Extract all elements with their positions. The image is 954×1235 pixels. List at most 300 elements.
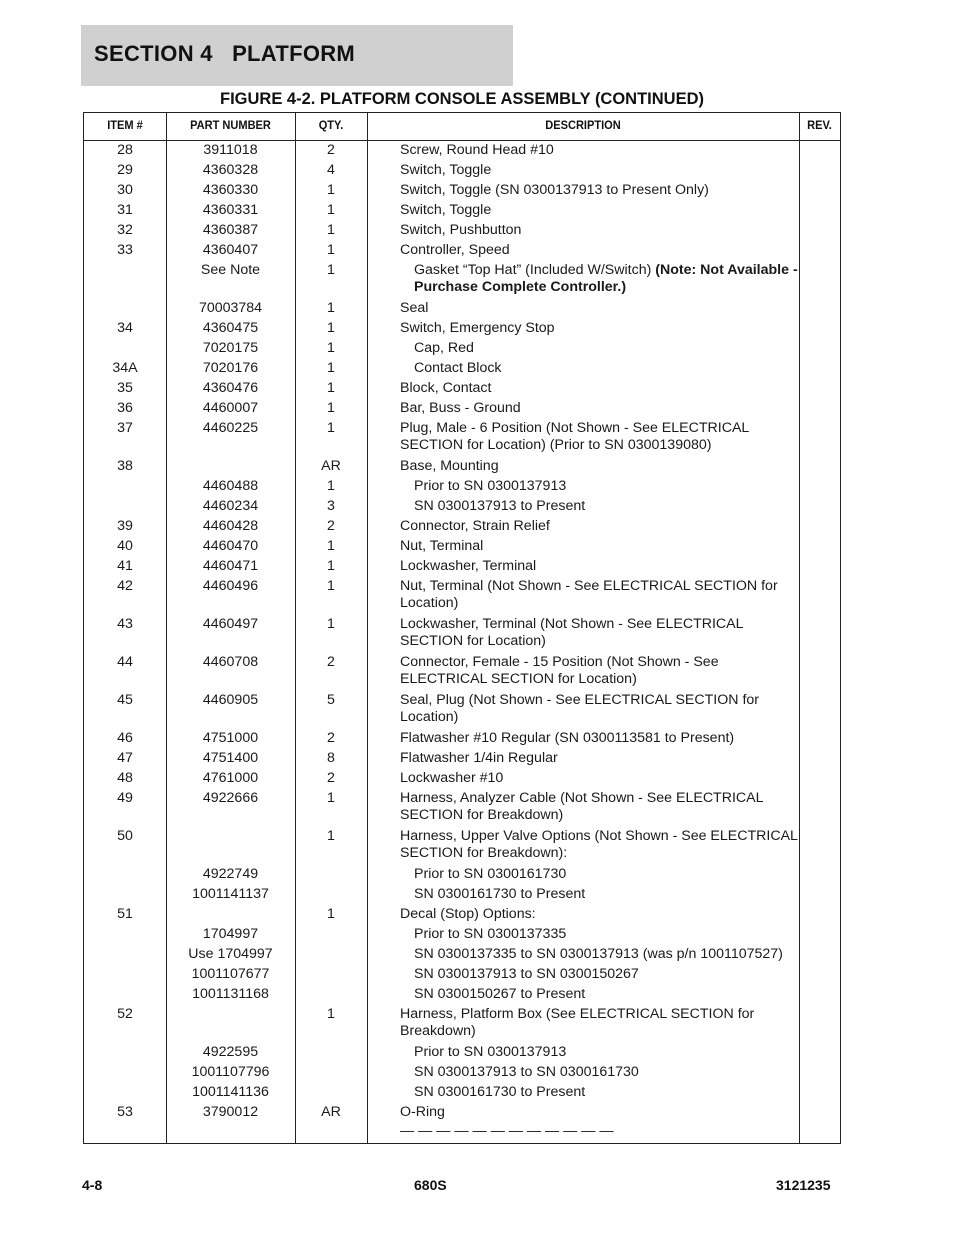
qty-cell: [295, 1084, 367, 1101]
description-cell: [367, 420, 799, 454]
qty-cell-text: 1: [327, 202, 335, 218]
item-cell: [84, 380, 166, 397]
description-cell: [367, 380, 799, 397]
qty-cell-text: 1: [327, 262, 335, 278]
description-cell: [367, 886, 799, 903]
item-cell: [84, 242, 166, 259]
description-cell-text: Flatwasher #10 Regular (SN 0300113581 to Present): [400, 730, 735, 746]
qty-cell: [295, 222, 367, 239]
part-number-cell-text: 4460496: [202, 578, 259, 594]
table-row: [84, 340, 840, 357]
item-cell-text: 40: [117, 538, 133, 554]
model-name: 680S: [414, 1177, 447, 1193]
description-cell: [367, 222, 799, 239]
qty-cell: [295, 906, 367, 923]
description-cell: [367, 1064, 799, 1081]
rev-cell: [799, 946, 840, 963]
table-row: [84, 360, 840, 377]
part-number-cell: [166, 1123, 295, 1140]
part-number-cell: [166, 1084, 295, 1101]
header-qty: QTY.: [318, 118, 344, 132]
rev-cell: [799, 538, 840, 555]
description-cell: [367, 986, 799, 1003]
rev-cell: [799, 1123, 840, 1140]
part-number-cell-text: 4751000: [202, 730, 259, 746]
item-cell-text: 37: [117, 420, 133, 436]
item-cell: [84, 986, 166, 1003]
parts-table: [83, 112, 841, 1144]
description-note: (Note: Not Available - Purchase Complete Controller.): [414, 262, 798, 295]
qty-cell: [295, 320, 367, 337]
item-cell-text: 45: [117, 692, 133, 708]
rev-cell: [799, 518, 840, 535]
rev-cell: [799, 886, 840, 903]
item-cell-text: 39: [117, 518, 133, 534]
part-number-cell-text: 4360330: [202, 182, 259, 198]
description-cell-text: Flatwasher 1/4in Regular: [400, 750, 558, 766]
item-cell: [84, 1123, 166, 1140]
description-cell: [367, 578, 799, 612]
description-cell-text: SN 0300137913 to SN 0300150267: [414, 966, 639, 982]
item-cell: [84, 498, 166, 515]
rev-cell: [799, 400, 840, 417]
description-cell-text: SN 0300137913 to Present: [414, 498, 586, 514]
item-cell: [84, 578, 166, 612]
table-row: [84, 458, 840, 475]
description-cell: [367, 750, 799, 767]
qty-cell: [295, 202, 367, 219]
description-cell-text: Harness, Platform Box (See ELECTRICAL SECTION for Breakdown): [400, 1006, 755, 1039]
rev-cell: [799, 558, 840, 575]
part-number-cell: [166, 182, 295, 199]
part-number-cell-text: 1001141136: [192, 1084, 269, 1100]
part-number-cell-text: 7020175: [202, 340, 259, 356]
table-row: [84, 142, 840, 159]
part-number-cell-text: 4360476: [202, 380, 259, 396]
qty-cell-text: AR: [321, 1104, 341, 1120]
qty-cell: [295, 498, 367, 515]
description-cell-text: Seal, Plug (Not Shown - See ELECTRICAL SECTION for Location): [400, 692, 760, 725]
header-item: ITEM #: [107, 118, 143, 132]
qty-cell: [295, 458, 367, 475]
description-cell: [367, 1006, 799, 1040]
table-row: [84, 380, 840, 397]
part-number-cell-text: 4360331: [202, 202, 259, 218]
qty-cell-text: 5: [327, 692, 335, 708]
table-row: [84, 578, 840, 612]
qty-cell-text: 1: [327, 340, 335, 356]
qty-cell: [295, 1044, 367, 1061]
qty-cell-text: 1: [327, 828, 335, 844]
description-cell: [367, 262, 799, 296]
qty-cell-text: 1: [327, 320, 335, 336]
part-number-cell: [166, 692, 295, 726]
rev-cell: [799, 242, 840, 259]
description-cell: [367, 790, 799, 824]
description-cell-text: Connector, Female - 15 Position (Not Shown - See ELECTRICAL SECTION for Location): [400, 654, 719, 687]
description-cell-text: Contact Block: [414, 360, 502, 376]
description-cell: [367, 518, 799, 535]
description-cell: [367, 770, 799, 787]
item-cell-text: 28: [117, 142, 133, 158]
item-cell: [84, 142, 166, 159]
item-cell: [84, 262, 166, 296]
part-number-cell: [166, 1104, 295, 1121]
table-row: [84, 750, 840, 767]
description-cell: [367, 202, 799, 219]
table-row: [84, 262, 840, 296]
item-cell: [84, 790, 166, 824]
qty-cell-text: 1: [327, 360, 335, 376]
qty-cell: [295, 886, 367, 903]
part-number-cell-text: 7020176: [202, 360, 259, 376]
rev-cell: [799, 966, 840, 983]
part-number-cell: [166, 202, 295, 219]
item-cell: [84, 692, 166, 726]
qty-cell: [295, 558, 367, 575]
qty-cell: [295, 162, 367, 179]
part-number-cell-text: 3790012: [202, 1104, 259, 1120]
item-cell-text: 32: [117, 222, 133, 238]
description-cell-text: Prior to SN 0300137913: [414, 1044, 567, 1060]
qty-cell-text: 2: [327, 770, 335, 786]
part-number-cell: [166, 242, 295, 259]
qty-cell: [295, 400, 367, 417]
rev-cell: [799, 262, 840, 296]
qty-cell-text: 8: [327, 750, 335, 766]
description-cell-text: — — — — — — — — — — — —: [400, 1123, 614, 1139]
table-row: [84, 300, 840, 317]
qty-cell-text: 2: [327, 518, 335, 534]
description-cell-text: Prior to SN 0300137335: [414, 926, 567, 942]
item-cell-text: 34A: [112, 360, 138, 376]
description-cell-text: Switch, Toggle (SN 0300137913 to Present Only): [400, 182, 709, 198]
description-cell: [367, 478, 799, 495]
qty-cell-text: 1: [327, 578, 335, 594]
item-cell-text: 52: [117, 1006, 133, 1022]
item-cell-text: 43: [117, 616, 133, 632]
description-cell: [367, 966, 799, 983]
item-cell: [84, 518, 166, 535]
qty-cell: [295, 242, 367, 259]
description-cell: [367, 692, 799, 726]
rev-cell: [799, 340, 840, 357]
qty-cell-text: 1: [327, 790, 335, 806]
qty-cell: [295, 966, 367, 983]
description-cell-text: SN 0300137335 to SN 0300137913 (was p/n 1001107527): [414, 946, 783, 962]
description-cell: [367, 142, 799, 159]
part-number-cell: [166, 946, 295, 963]
qty-cell-text: 2: [327, 142, 335, 158]
part-number-cell-text: 4460428: [202, 518, 259, 534]
description-cell-text: Block, Contact: [400, 380, 492, 396]
item-cell: [84, 966, 166, 983]
part-number-cell: [166, 578, 295, 612]
qty-cell: [295, 654, 367, 688]
rev-cell: [799, 360, 840, 377]
qty-cell: [295, 300, 367, 317]
part-number-cell: [166, 360, 295, 377]
part-number-cell: [166, 162, 295, 179]
part-number-cell-text: 1001107796: [191, 1064, 270, 1080]
qty-cell: [295, 1123, 367, 1140]
table-row: [84, 1044, 840, 1061]
qty-cell: [295, 790, 367, 824]
table-row: [84, 906, 840, 923]
part-number-cell: [166, 886, 295, 903]
rev-cell: [799, 986, 840, 1003]
table-row: [84, 946, 840, 963]
qty-cell: [295, 262, 367, 296]
item-cell-text: 49: [117, 790, 133, 806]
qty-cell-text: 1: [327, 478, 335, 494]
part-number-cell-text: See Note: [200, 262, 261, 278]
qty-cell: [295, 1064, 367, 1081]
qty-cell: [295, 616, 367, 650]
rev-cell: [799, 498, 840, 515]
description-cell-text: SN 0300150267 to Present: [414, 986, 586, 1002]
qty-cell-text: 1: [327, 380, 335, 396]
description-cell-text: Nut, Terminal: [400, 538, 484, 554]
description-cell-text: Harness, Analyzer Cable (Not Shown - See ELECTRICAL SECTION for Breakdown): [400, 790, 763, 823]
item-cell: [84, 906, 166, 923]
description-cell-text: Base, Mounting: [400, 458, 499, 474]
qty-cell-text: 1: [327, 558, 335, 574]
item-cell: [84, 478, 166, 495]
qty-cell-text: 1: [327, 1006, 335, 1022]
description-cell-text: Plug, Male - 6 Position (Not Shown - See ELECTRICAL SECTION for Location) (Prior to SN 0300139080): [400, 420, 749, 453]
rev-cell: [799, 790, 840, 824]
item-cell-text: 50: [117, 828, 133, 844]
part-number-cell: [166, 906, 295, 923]
qty-cell-text: 2: [327, 730, 335, 746]
part-number-cell: [166, 790, 295, 824]
part-number-cell: [166, 300, 295, 317]
qty-cell-text: 1: [327, 300, 335, 316]
qty-cell: [295, 1104, 367, 1121]
item-cell: [84, 1044, 166, 1061]
table-row: [84, 1123, 840, 1140]
description-cell-text: Seal: [400, 300, 429, 316]
table-row: [84, 616, 840, 650]
part-number-cell: [166, 498, 295, 515]
rev-cell: [799, 654, 840, 688]
qty-cell: [295, 478, 367, 495]
part-number-cell: [166, 986, 295, 1003]
rev-cell: [799, 770, 840, 787]
table-row: [84, 886, 840, 903]
rev-cell: [799, 478, 840, 495]
part-number-cell: [166, 866, 295, 883]
part-number-cell-text: 4460470: [202, 538, 259, 554]
part-number-cell-text: 1704997: [202, 926, 259, 942]
part-number-cell: [166, 770, 295, 787]
description-cell: [367, 242, 799, 259]
part-number-cell: [166, 420, 295, 454]
table-row: [84, 1104, 840, 1121]
rev-cell: [799, 750, 840, 767]
part-number-cell-text: 4761000: [202, 770, 259, 786]
table-body: [84, 142, 840, 1140]
item-cell-text: 33: [117, 242, 133, 258]
item-cell: [84, 222, 166, 239]
description-cell-text: Connector, Strain Relief: [400, 518, 550, 534]
qty-cell: [295, 828, 367, 862]
description-cell: [367, 906, 799, 923]
part-number-cell-text: 4751400: [202, 750, 259, 766]
description-cell: [367, 182, 799, 199]
qty-cell: [295, 692, 367, 726]
rev-cell: [799, 1044, 840, 1061]
rev-cell: [799, 1104, 840, 1121]
rev-cell: [799, 1084, 840, 1101]
item-cell: [84, 420, 166, 454]
part-number-cell: [166, 518, 295, 535]
item-cell-text: 41: [117, 558, 133, 574]
part-number-cell: [166, 926, 295, 943]
item-cell: [84, 202, 166, 219]
qty-cell: [295, 986, 367, 1003]
description-cell: [367, 538, 799, 555]
description-cell-text: Switch, Pushbutton: [400, 222, 522, 238]
table-row: [84, 242, 840, 259]
description-cell: [367, 1084, 799, 1101]
qty-cell: [295, 866, 367, 883]
item-cell: [84, 750, 166, 767]
table-row: [84, 654, 840, 688]
description-cell-text: Switch, Toggle: [400, 202, 492, 218]
item-cell-text: 51: [117, 906, 133, 922]
qty-cell-text: 1: [327, 538, 335, 554]
table-row: [84, 986, 840, 1003]
description-cell: [367, 498, 799, 515]
qty-cell: [295, 946, 367, 963]
qty-cell-text: 1: [327, 420, 335, 436]
rev-cell: [799, 866, 840, 883]
qty-cell-text: 3: [327, 498, 335, 514]
description-cell-text: Switch, Toggle: [400, 162, 492, 178]
description-cell: [367, 558, 799, 575]
item-cell: [84, 1104, 166, 1121]
rev-cell: [799, 578, 840, 612]
description-cell: [367, 340, 799, 357]
table-row: [84, 966, 840, 983]
item-cell: [84, 1006, 166, 1040]
description-cell: [367, 458, 799, 475]
description-cell-text: SN 0300137913 to SN 0300161730: [414, 1064, 639, 1080]
item-cell-text: 29: [117, 162, 133, 178]
item-cell: [84, 730, 166, 747]
item-cell: [84, 616, 166, 650]
rev-cell: [799, 162, 840, 179]
table-row: [84, 692, 840, 726]
item-cell: [84, 538, 166, 555]
part-number-cell: [166, 654, 295, 688]
rev-cell: [799, 926, 840, 943]
description-cell-text: Nut, Terminal (Not Shown - See ELECTRICAL SECTION for Location): [400, 578, 778, 611]
part-number-cell: [166, 478, 295, 495]
rev-cell: [799, 420, 840, 454]
item-cell: [84, 340, 166, 357]
part-number-cell-text: 1001107677: [191, 966, 270, 982]
rev-cell: [799, 906, 840, 923]
item-cell: [84, 770, 166, 787]
description-cell: [367, 320, 799, 337]
part-number-cell-text: 4922749: [202, 866, 259, 882]
table-row: [84, 790, 840, 824]
table-header-row: [84, 113, 840, 141]
item-cell-text: 36: [117, 400, 133, 416]
item-cell: [84, 360, 166, 377]
qty-cell: [295, 750, 367, 767]
rev-cell: [799, 828, 840, 862]
part-number-cell: [166, 340, 295, 357]
item-cell-text: 48: [117, 770, 133, 786]
table-row: [84, 182, 840, 199]
part-number-cell: [166, 222, 295, 239]
qty-cell: [295, 340, 367, 357]
part-number-cell-text: 4460007: [202, 400, 259, 416]
description-cell: [367, 730, 799, 747]
item-cell: [84, 866, 166, 883]
header-part-number: PART NUMBER: [190, 118, 271, 132]
part-number-cell: [166, 320, 295, 337]
rev-cell: [799, 182, 840, 199]
qty-cell: [295, 142, 367, 159]
item-cell: [84, 654, 166, 688]
qty-cell: [295, 182, 367, 199]
table-row: [84, 828, 840, 862]
description-cell: [367, 946, 799, 963]
table-row: [84, 420, 840, 454]
part-number-cell: [166, 828, 295, 862]
table-row: [84, 222, 840, 239]
description-cell: [367, 1044, 799, 1061]
item-cell-text: 35: [117, 380, 133, 396]
qty-cell-text: AR: [321, 458, 341, 474]
qty-cell: [295, 518, 367, 535]
item-cell-text: 34: [117, 320, 133, 336]
part-number-cell-text: 4360387: [202, 222, 259, 238]
table-row: [84, 478, 840, 495]
part-number-cell-text: 70003784: [198, 300, 263, 316]
description-cell-text: Decal (Stop) Options:: [400, 906, 536, 922]
item-cell-text: 38: [117, 458, 133, 474]
description-cell-text: Prior to SN 0300137913: [414, 478, 567, 494]
table-row: [84, 730, 840, 747]
qty-cell: [295, 730, 367, 747]
table-row: [84, 538, 840, 555]
rev-cell: [799, 458, 840, 475]
description-cell-text: SN 0300161730 to Present: [414, 886, 586, 902]
section-header: [81, 25, 513, 86]
item-cell: [84, 1064, 166, 1081]
description-cell-text: O-Ring: [400, 1104, 445, 1120]
part-number-cell-text: 4460488: [202, 478, 259, 494]
table-row: [84, 320, 840, 337]
qty-cell-text: 1: [327, 182, 335, 198]
document-number: 3121235: [776, 1177, 831, 1193]
qty-cell: [295, 360, 367, 377]
item-cell: [84, 300, 166, 317]
part-number-cell: [166, 262, 295, 296]
part-number-cell: [166, 538, 295, 555]
description-cell: [367, 1123, 799, 1140]
item-cell: [84, 1084, 166, 1101]
table-row: [84, 518, 840, 535]
rev-cell: [799, 222, 840, 239]
part-number-cell-text: 4460225: [202, 420, 259, 436]
